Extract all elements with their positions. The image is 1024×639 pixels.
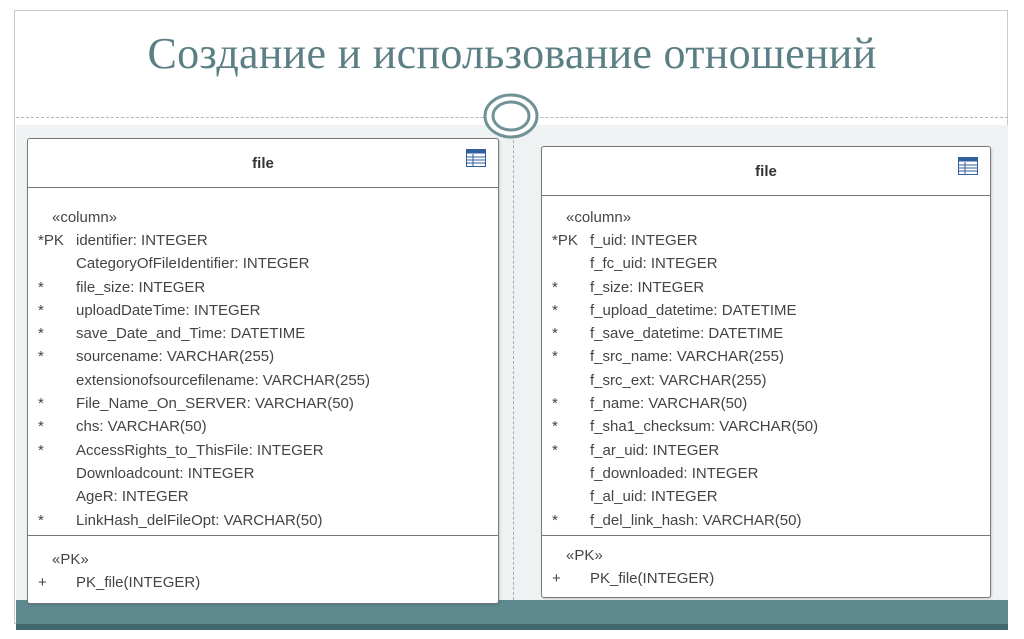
column-text: Downloadcount: INTEGER [76, 464, 255, 482]
column-row[interactable] [38, 415, 498, 438]
column-text: f_src_ext: VARCHAR(255) [590, 371, 767, 389]
column-mark: * [38, 511, 44, 529]
column-row[interactable] [38, 392, 498, 415]
column-text: f_name: VARCHAR(50) [590, 395, 748, 413]
column-stereotype: «column» [566, 209, 632, 226]
column-text: f_ar_uid: INTEGER [590, 441, 720, 459]
column-row[interactable] [38, 322, 498, 345]
table-header [28, 139, 498, 188]
column-text: AccessRights_to_ThisFile: INTEGER [76, 441, 324, 459]
column-text: f_size: INTEGER [590, 278, 705, 296]
column-row[interactable] [552, 252, 990, 275]
pk-mark: + [552, 570, 561, 587]
column-text: sourcename: VARCHAR(255) [76, 348, 275, 366]
column-text: f_src_name: VARCHAR(255) [590, 348, 784, 366]
column-row[interactable] [38, 299, 498, 322]
column-mark: * [38, 301, 44, 319]
column-row[interactable] [552, 322, 990, 345]
column-mark [38, 462, 76, 485]
column-row[interactable] [38, 462, 498, 485]
pk-section [28, 535, 498, 603]
slide-title: Создание и использование отношений [147, 29, 877, 78]
column-mark: *PK [552, 232, 578, 249]
column-text: f_del_link_hash: VARCHAR(50) [590, 511, 802, 529]
column-mark [552, 462, 590, 485]
column-mark: * [552, 278, 558, 296]
column-text: uploadDateTime: INTEGER [76, 301, 261, 319]
circle-ornament-icon [482, 92, 540, 140]
column-row[interactable] [552, 369, 990, 392]
bottom-accent-band-dark [16, 624, 1008, 630]
column-mark: * [38, 348, 44, 366]
column-text: f_sha1_checksum: VARCHAR(50) [590, 418, 819, 436]
column-text: f_fc_uid: INTEGER [590, 255, 718, 273]
column-row[interactable] [552, 276, 990, 299]
column-mark: * [552, 395, 558, 413]
pk-row[interactable] [552, 567, 990, 590]
column-mark: * [552, 418, 558, 436]
column-text: chs: VARCHAR(50) [76, 418, 207, 436]
column-row[interactable] [38, 439, 498, 462]
column-stereotype: «column» [52, 209, 118, 226]
column-mark: * [38, 395, 44, 413]
column-text: extensionofsourcefilename: VARCHAR(255) [76, 371, 371, 389]
pk-stereotype: «PK» [52, 551, 89, 568]
column-row[interactable] [552, 229, 990, 252]
column-row[interactable] [552, 509, 990, 532]
column-text: identifier: INTEGER [76, 232, 208, 249]
table-grid-icon [466, 149, 486, 167]
column-list [542, 196, 990, 532]
column-mark: *PK [38, 232, 64, 249]
table-grid-icon [958, 157, 978, 175]
column-mark: * [552, 348, 558, 366]
column-mark [552, 252, 590, 275]
pk-section [542, 535, 990, 597]
column-mark [552, 485, 590, 508]
column-text: f_al_uid: INTEGER [590, 488, 718, 506]
column-text: AgeR: INTEGER [76, 488, 189, 506]
column-text: LinkHash_delFileOpt: VARCHAR(50) [76, 511, 323, 529]
column-text: f_downloaded: INTEGER [590, 464, 759, 482]
column-list [28, 188, 498, 532]
column-mark: * [38, 441, 44, 459]
column-row[interactable] [38, 229, 498, 252]
column-mark [38, 369, 76, 392]
column-mark: * [38, 325, 44, 343]
column-mark: * [552, 441, 558, 459]
table-name: file [252, 154, 274, 172]
column-mark: * [552, 325, 558, 343]
column-row[interactable] [38, 345, 498, 368]
column-mark [38, 252, 76, 275]
column-mark: * [38, 278, 44, 296]
center-divider [513, 125, 514, 605]
column-row[interactable] [552, 415, 990, 438]
column-row[interactable] [552, 485, 990, 508]
column-text: CategoryOfFileIdentifier: INTEGER [76, 255, 310, 273]
column-mark [38, 485, 76, 508]
table-header [542, 147, 990, 196]
pk-mark: + [38, 574, 47, 591]
table-name: file [755, 162, 777, 180]
column-text: save_Date_and_Time: DATETIME [76, 325, 306, 343]
column-row[interactable] [38, 485, 498, 508]
column-mark: * [38, 418, 44, 436]
pk-text: PK_file(INTEGER) [76, 574, 201, 591]
column-row[interactable] [552, 392, 990, 415]
column-mark: * [552, 511, 558, 529]
column-text: f_uid: INTEGER [590, 232, 698, 249]
pk-text: PK_file(INTEGER) [590, 570, 715, 587]
column-text: file_size: INTEGER [76, 278, 206, 296]
column-row[interactable] [38, 252, 498, 275]
left-entity-table[interactable] [27, 138, 499, 604]
column-text: f_save_datetime: DATETIME [590, 325, 784, 343]
pk-row[interactable] [38, 571, 498, 594]
column-row[interactable] [552, 439, 990, 462]
column-text: File_Name_On_SERVER: VARCHAR(50) [76, 395, 354, 413]
pk-stereotype: «PK» [566, 547, 603, 564]
column-row[interactable] [552, 299, 990, 322]
column-mark: * [552, 301, 558, 319]
column-text: f_upload_datetime: DATETIME [590, 301, 797, 319]
column-row[interactable] [38, 276, 498, 299]
column-mark [552, 369, 590, 392]
right-entity-table[interactable] [541, 146, 991, 598]
column-row[interactable] [38, 369, 498, 392]
column-row[interactable] [38, 509, 498, 532]
column-row[interactable] [552, 345, 990, 368]
column-row[interactable] [552, 462, 990, 485]
